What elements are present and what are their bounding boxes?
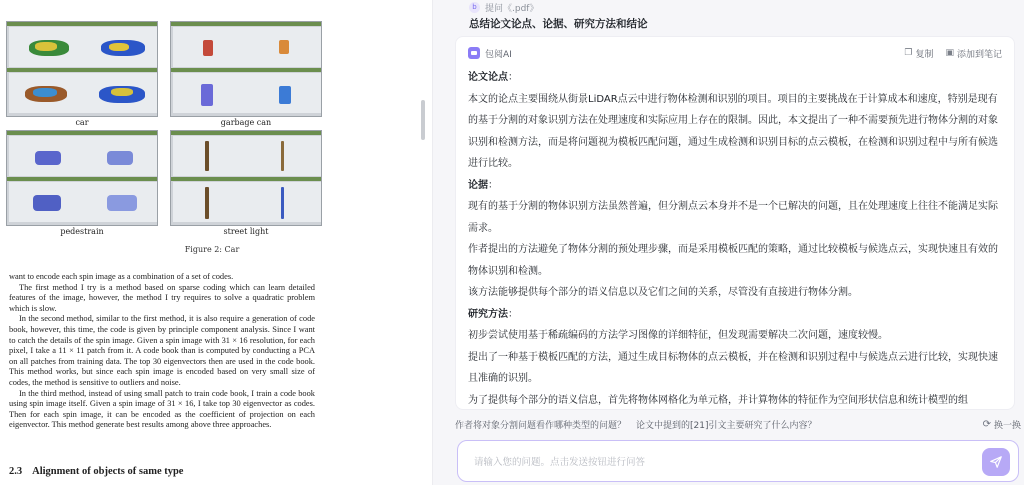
figure-caption-car: car xyxy=(75,118,89,127)
answer-header xyxy=(468,46,1002,60)
question-source-label: 提问《.pdf》 xyxy=(485,3,539,14)
answer-paragraph: 初步尝试使用基于稀疏编码的方法学习图像的详细特征，但发现需要解决二次问题，速度较慢。 xyxy=(468,330,888,341)
suggested-question[interactable]: 论文中提到的[21]引文主要研究了什么内容？ xyxy=(636,420,817,431)
answer-paragraph: 该方法能够提供每个部分的语义信息以及它们之间的关系，尽管没有直接进行物体分割。 xyxy=(468,287,858,298)
note-icon: ▣ xyxy=(945,48,954,58)
answer-heading: 论文论点： xyxy=(468,72,518,83)
answer-paragraph: 本文的论点主要围绕从街景LiDAR点云中进行物体检测和识别的项目。项目的主要挑战在于计算成本和速度，特别是现有的基于分割的对象识别方法在处理速度和实际应用上存在的限制。因此，本文提出了一种不需要预先进行物体分割的对象识别和检测方法，而是将问题视为模板匹配问题，通过生成检测和识别目标的点云模板，在检测和识别过程中与所有候选进行比较。 xyxy=(468,93,998,169)
answer-paragraph: 现有的基于分割的物体识别方法虽然普遍，但分割点云本身并不是一个已解决的问题，且在处理速度上往往不能满足实际需求。 xyxy=(468,201,998,234)
answer-card xyxy=(455,36,1015,410)
answer-paragraph: 为了提供每个部分的语义信息，首先将物体网格化为单元格，并计算物体的特征作为空间形状信息和统计模型的组 xyxy=(468,394,968,406)
section-title: Alignment of objects of same type xyxy=(32,466,184,477)
refresh-icon: ⟳ xyxy=(982,418,991,430)
chat-panel xyxy=(433,0,1024,485)
pdf-viewer[interactable] xyxy=(0,0,424,485)
answer-heading: 论据： xyxy=(468,179,498,191)
send-button[interactable] xyxy=(982,448,1010,476)
answer-content xyxy=(468,67,1000,410)
answer-paragraph: 作者提出的方法避免了物体分割的预处理步骤，而是采用模板匹配的策略，通过比较模板与候选点云，实现快速且有效的物体识别和检测。 xyxy=(468,244,998,277)
pdf-paragraph: In the second method, similar to the first method, it is also require a generation of code book, however, this time, the code is given by principle component analysis. Since I want to catch the details of the spin image. Given a spin image with 31 × 16 resolution, for each pixel, I take a 11 × 11 patch from it. A code book than is computed by conducting a PCA on all patches from training data. The top 30 eigenvectors then are used in the code book. This method works, but since each spin image is encoded based on very small size of codes, the method is sensitive to outliers and noise. xyxy=(9,314,315,387)
question-input-box xyxy=(457,440,1019,482)
figure-caption-garbage-can: garbage can xyxy=(220,118,272,127)
suggested-question[interactable]: 作者将对象分割问题看作哪种类型的问题？ xyxy=(455,420,627,431)
pane-resize-handle[interactable] xyxy=(421,100,425,140)
assistant-name: 包阅AI xyxy=(485,49,512,60)
pdf-paragraph: want to encode each spin image as a combination of a set of codes. xyxy=(9,272,234,281)
copy-icon: ❐ xyxy=(904,48,913,58)
section-number: 2.3 xyxy=(9,466,23,477)
question-source xyxy=(469,0,538,14)
suggested-questions xyxy=(455,417,1021,431)
refresh-suggestions-label: 换一换 xyxy=(993,420,1021,431)
pdf-paragraph: The first method I try is a method based on sparse coding which can learn detailed features of the image, however, the method I try requires to solve a quadratic problem which is slow. xyxy=(9,282,315,313)
figure-caption-pedestrain: pedestrain xyxy=(60,227,104,236)
figure-caption: Figure 2: Car xyxy=(184,245,240,254)
question-input[interactable] xyxy=(474,451,954,473)
send-icon xyxy=(989,455,1003,469)
figure-caption-street-light: street light xyxy=(223,227,269,236)
answer-heading: 研究方法： xyxy=(468,308,518,320)
pdf-body-text xyxy=(9,272,315,431)
figure-image-car xyxy=(6,21,158,117)
copy-label: 复制 xyxy=(915,49,934,60)
pdf-paragraph: In the third method, instead of using small patch to train code book, I train a code book using spin image itself. Given a spin image of 31 × 16, I take top 30 eigenvector as codes. Then for each spin image, it can be encoded as the coefficient of projection on each eigenvector. This method generate best results among above three approaches. xyxy=(9,388,315,430)
figure-image-street-light xyxy=(170,130,322,226)
user-avatar: b xyxy=(469,2,480,13)
refresh-suggestions-button[interactable] xyxy=(983,418,1021,431)
add-to-notes-button[interactable] xyxy=(945,47,1002,60)
question-title: 总结论文论点、论据、研究方法和结论 xyxy=(469,18,648,30)
figure-image-pedestrain xyxy=(6,130,158,226)
pdf-section-heading xyxy=(9,466,183,477)
answer-paragraph: 提出了一种基于模板匹配的方法，通过生成目标物体的点云模板，并在检测和识别过程中与候选点云进行比较，实现快速且准确的识别。 xyxy=(468,351,998,384)
figure-image-garbage-can xyxy=(170,21,322,117)
add-to-notes-label: 添加到笔记 xyxy=(956,49,1002,60)
copy-button[interactable] xyxy=(904,47,933,60)
assistant-logo-icon xyxy=(468,47,480,59)
